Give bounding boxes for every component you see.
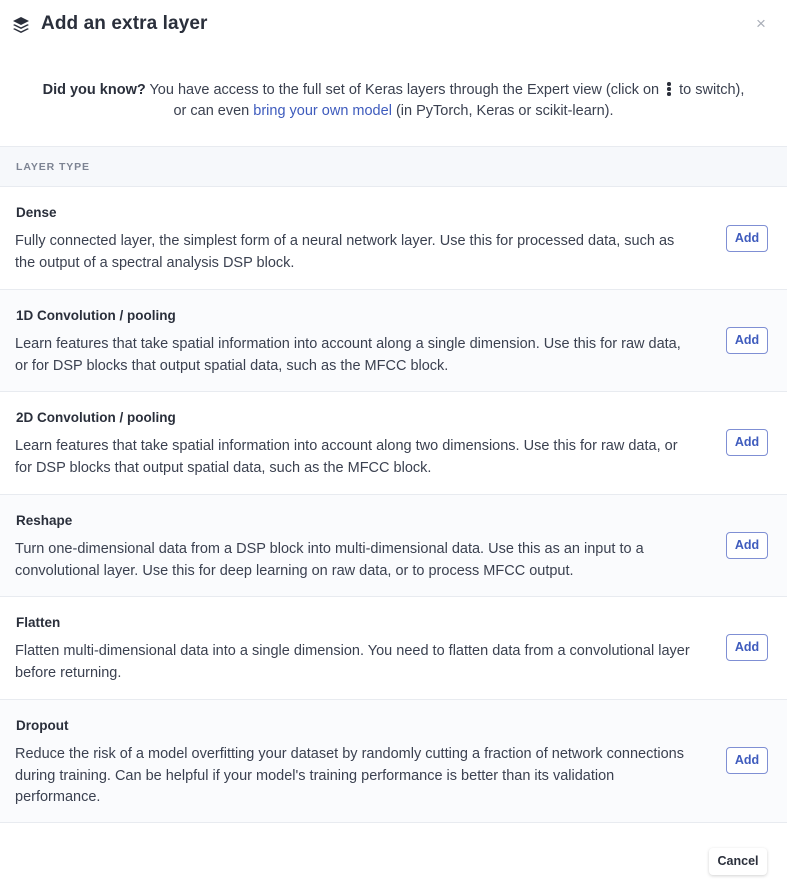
tip-text-3: or can even xyxy=(173,103,254,119)
layer-description: Learn features that take spatial information into account along a single dimension. Use this for raw data, or for DSP blocks that output spatial data, such as the MFCC block. xyxy=(15,336,681,374)
tip-text-2: to switch), xyxy=(679,82,745,98)
layer-description: Flatten multi-dimensional data into a single dimension. You need to flatten data from a convolutional layer before returning. xyxy=(15,643,690,681)
add-flatten-button[interactable]: Add xyxy=(726,634,768,661)
layer-row-2d-conv xyxy=(0,392,787,495)
layer-row-1d-conv xyxy=(0,290,787,392)
layer-description: Reduce the risk of a model overfitting your dataset by randomly cutting a fraction of network connections during training. Can be helpful if your model's training performance is better than its validation performance. xyxy=(15,746,684,805)
table-header xyxy=(0,146,787,187)
cancel-button[interactable]: Cancel xyxy=(709,848,767,875)
layer-row-reshape xyxy=(0,495,787,597)
tip-text-4: (in PyTorch, Keras or scikit-learn). xyxy=(391,103,614,119)
tip-lead: Did you know? xyxy=(42,82,146,98)
close-icon[interactable]: × xyxy=(756,14,766,33)
layer-description: Turn one-dimensional data from a DSP block into multi-dimensional data. Use this as an input to a convolutional layer. Use this for deep learning on raw data, or to process MFCC output. xyxy=(15,541,644,579)
vertical-dots-icon xyxy=(663,82,675,96)
bring-your-own-model-link[interactable]: bring your own model xyxy=(253,103,392,119)
layer-title: Dropout xyxy=(16,718,69,733)
layer-title: Flatten xyxy=(16,615,61,630)
modal-header xyxy=(0,0,787,50)
layer-row-dense xyxy=(0,187,787,290)
add-dropout-button[interactable]: Add xyxy=(726,747,768,774)
modal-title: Add an extra layer xyxy=(41,13,208,34)
layers-icon xyxy=(11,15,31,35)
layer-title: 1D Convolution / pooling xyxy=(16,308,176,323)
layer-description: Learn features that take spatial information into account along two dimensions. Use this for raw data, or for DSP blocks that output spatial data, such as the MFCC block. xyxy=(15,438,678,476)
add-reshape-button[interactable]: Add xyxy=(726,532,768,559)
add-1d-conv-button[interactable]: Add xyxy=(726,327,768,354)
layer-row-dropout xyxy=(0,700,787,823)
layer-title: 2D Convolution / pooling xyxy=(16,410,176,425)
layer-title: Dense xyxy=(16,205,57,220)
layer-row-flatten xyxy=(0,597,787,700)
layer-title: Reshape xyxy=(16,513,73,528)
layer-description: Fully connected layer, the simplest form of a neural network layer. Use this for processed data, such as the output of a spectral analysis DSP block. xyxy=(15,233,675,271)
add-dense-button[interactable]: Add xyxy=(726,225,768,252)
tip-banner xyxy=(0,80,787,122)
layer-type-header: LAYER TYPE xyxy=(16,161,90,173)
add-2d-conv-button[interactable]: Add xyxy=(726,429,768,456)
tip-text-1: You have access to the full set of Keras layers through the Expert view (click on xyxy=(145,82,660,98)
